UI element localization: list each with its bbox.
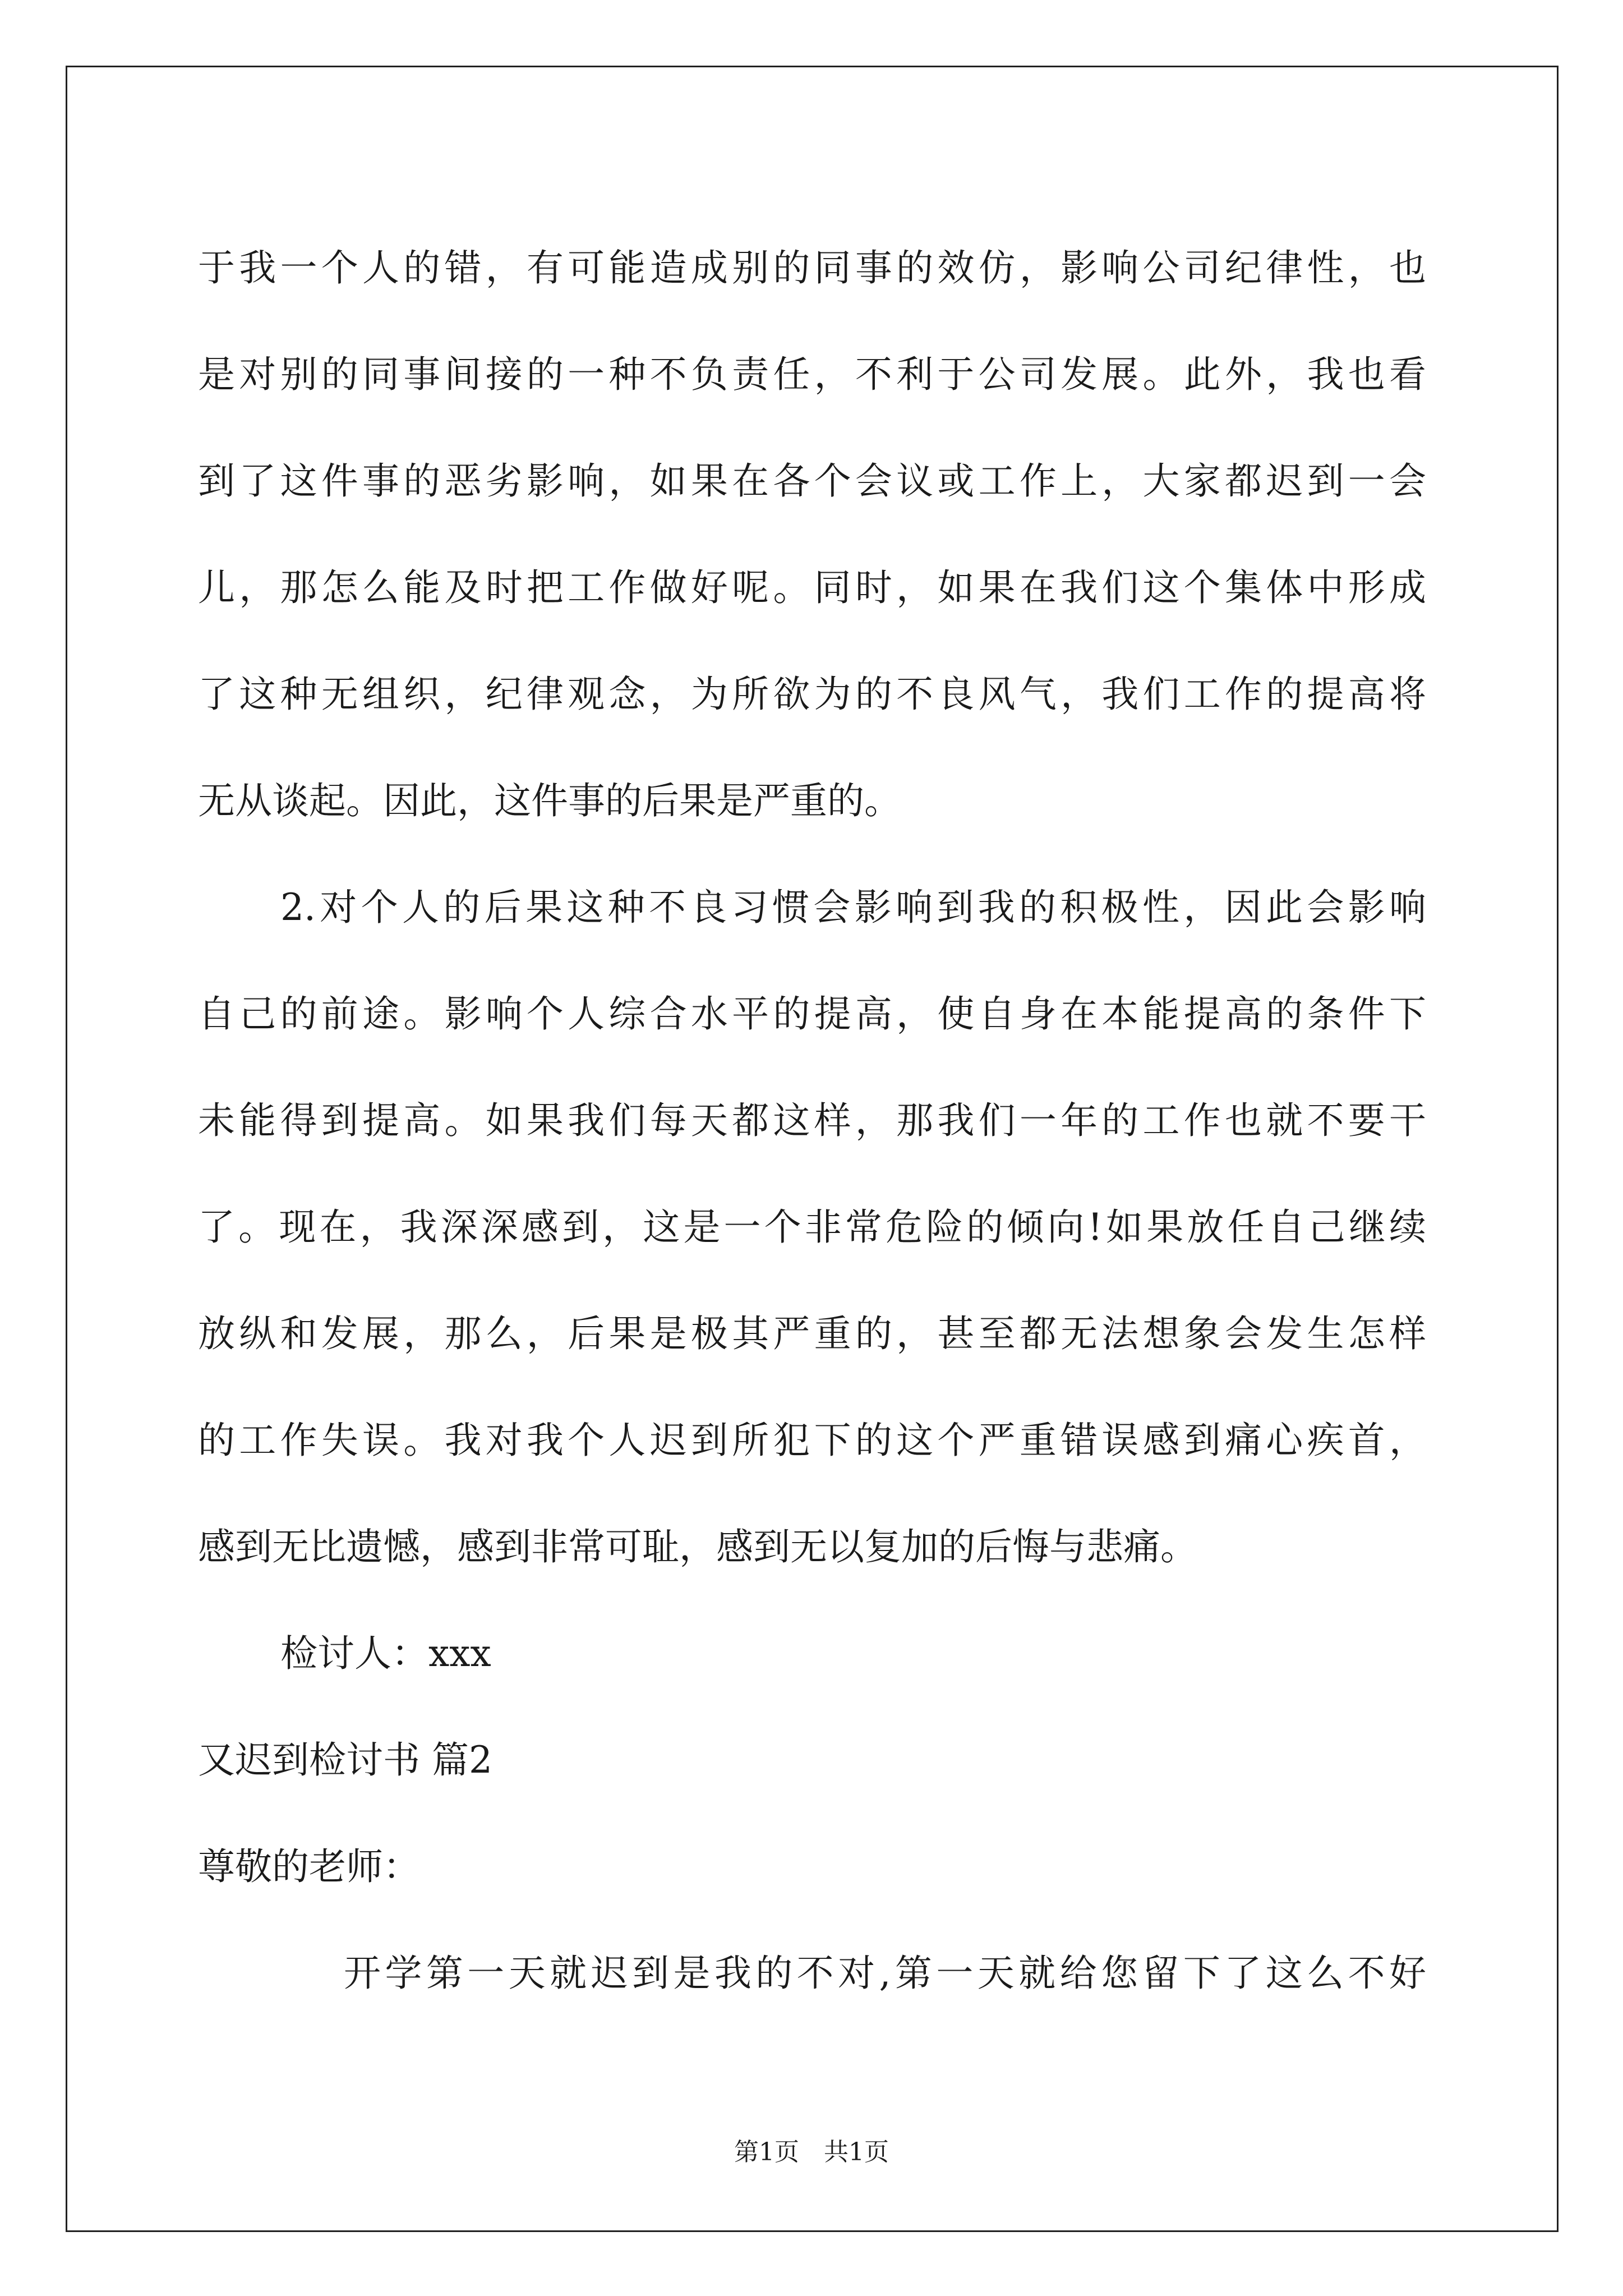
paragraph-line: 儿，那怎么能及时把工作做好呢。同时，如果在我们这个集体中形成 [198,566,1426,609]
page-number: 第1页 共1页 [734,2138,889,2166]
paragraph-line: 未能得到提高。如果我们每天都这样，那我们一年的工作也就不要干 [198,1099,1426,1142]
document-body [198,215,1426,2027]
paragraph-line: 自己的前途。影响个人综合水平的提高，使自身在本能提高的条件下 [198,992,1426,1036]
paragraph-line: 到了这件事的恶劣影响，如果在各个会议或工作上，大家都迟到一会 [198,459,1426,503]
paragraph-line: 2.对个人的后果这种不良习惯会影响到我的积极性，因此会影响 [280,886,1426,929]
signature-line: 检讨人：xxx [280,1632,491,1675]
paragraph-line: 放纵和发展，那么，后果是极其严重的，甚至都无法想象会发生怎样 [198,1312,1426,1355]
paragraph-line: 了。现在，我深深感到，这是一个非常危险的倾向!如果放任自己继续 [198,1205,1426,1249]
section-title: 又迟到检讨书 篇2 [198,1738,492,1782]
salutation: 尊敬的老师： [198,1845,420,1888]
paragraph-line: 是对别的同事间接的一种不负责任，不利于公司发展。此外，我也看 [198,353,1426,396]
paragraph-line: 无从谈起。因此，这件事的后果是严重的。 [198,779,901,822]
paragraph-line: 感到无比遗憾，感到非常可耻，感到无以复加的后悔与悲痛。 [198,1525,1197,1568]
paragraph-line: 了这种无组织，纪律观念，为所欲为的不良风气，我们工作的提高将 [198,673,1426,716]
paragraph-line: 于我一个人的错，有可能造成别的同事的效仿，影响公司纪律性，也 [198,246,1426,289]
paragraph-line: 开学第一天就迟到是我的不对,第一天就给您留下了这么不好 [344,1952,1426,1995]
paragraph-line: 的工作失误。我对我个人迟到所犯下的这个严重错误感到痛心疾首， [198,1419,1426,1462]
